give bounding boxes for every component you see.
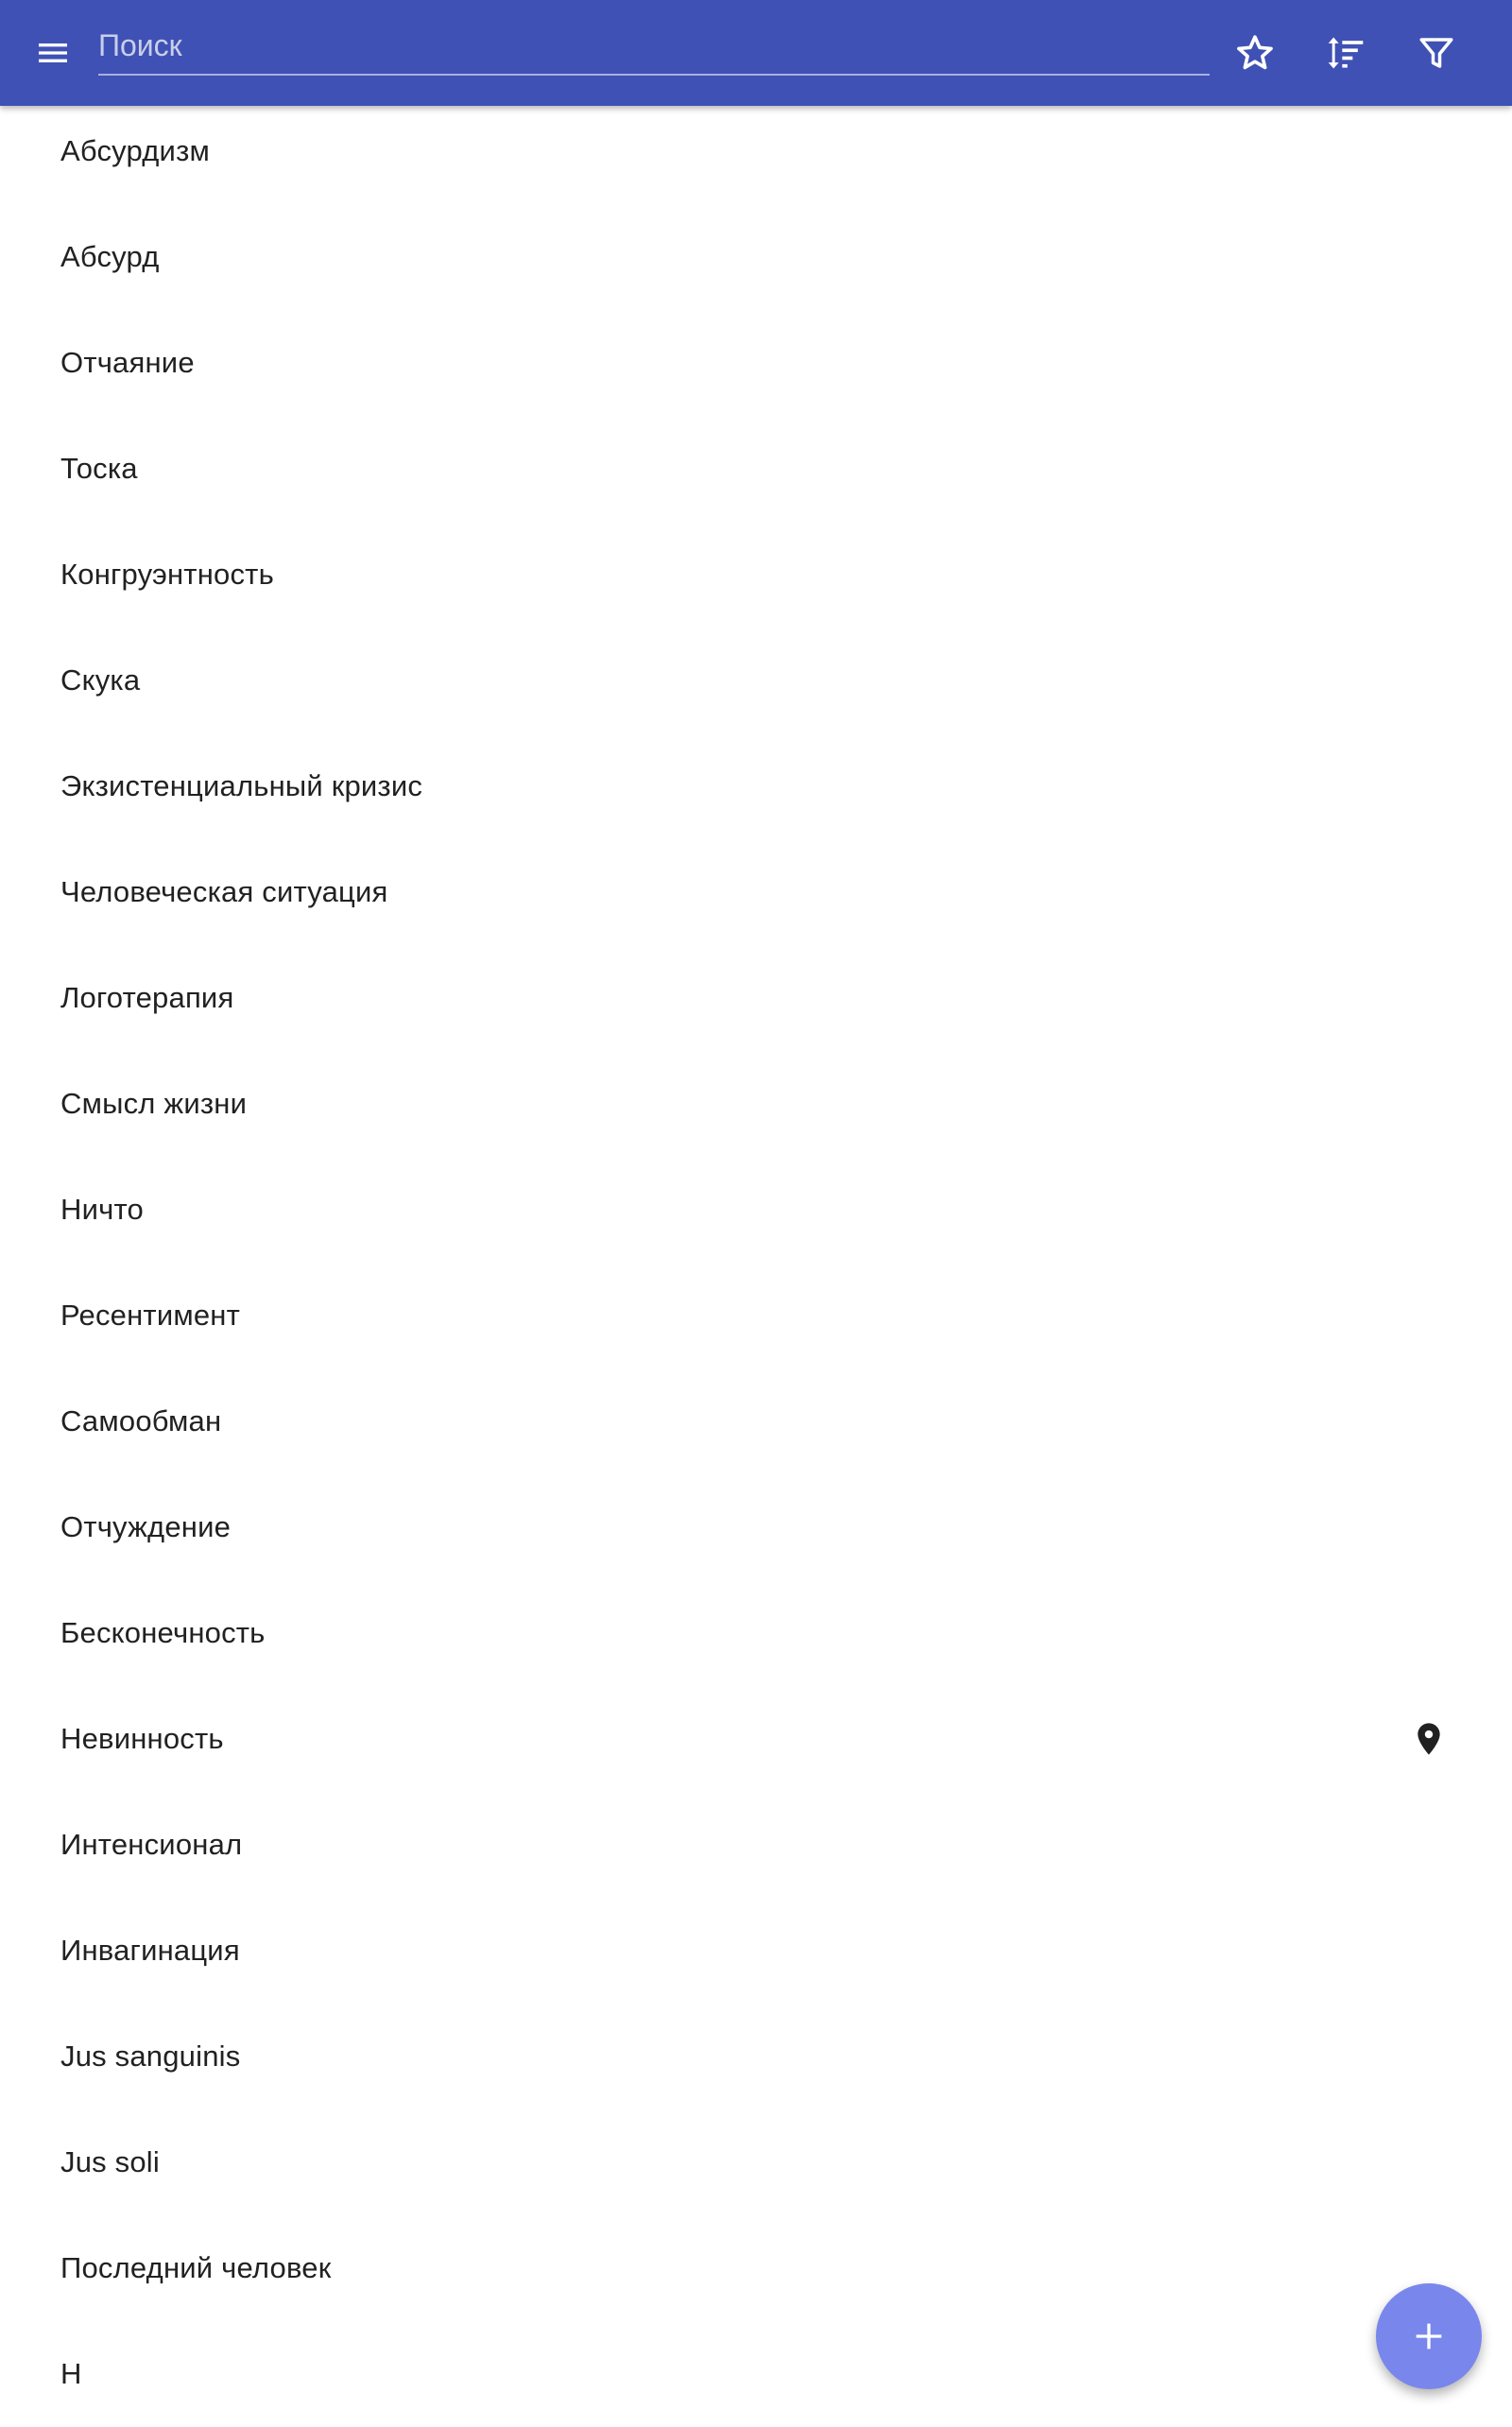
search-input[interactable] — [98, 19, 1210, 72]
list-item[interactable] — [0, 522, 1512, 628]
list-item[interactable] — [0, 2215, 1512, 2321]
list-item[interactable] — [0, 628, 1512, 733]
list-item[interactable] — [0, 1792, 1512, 1898]
add-icon — [1410, 2317, 1448, 2355]
list-item-label: Бесконечность — [60, 1616, 266, 1649]
favorites-button[interactable] — [1217, 15, 1293, 91]
term-list — [0, 98, 1512, 2427]
list-item[interactable] — [0, 1580, 1512, 1686]
list-item-label: Смысл жизни — [60, 1087, 248, 1120]
list-item[interactable] — [0, 1474, 1512, 1580]
list-item-label: Jus sanguinis — [60, 2040, 241, 2073]
list-item[interactable] — [0, 2004, 1512, 2109]
list-item[interactable] — [0, 416, 1512, 522]
list-item[interactable] — [0, 310, 1512, 416]
list-item[interactable] — [0, 2321, 1512, 2427]
list-item-label: Отчуждение — [60, 1510, 232, 1543]
list-item-label: Ничто — [60, 1193, 144, 1226]
list-item-label: Тоска — [60, 452, 138, 485]
list-item[interactable] — [0, 1686, 1512, 1792]
list-item-label: Инвагинация — [60, 1934, 240, 1967]
list-item[interactable] — [0, 98, 1512, 204]
filter-button[interactable] — [1399, 15, 1474, 91]
location-pin-icon — [1410, 1720, 1448, 1758]
list-item-label: Абсурд — [60, 240, 160, 273]
filter-icon — [1417, 33, 1456, 73]
list-item[interactable] — [0, 1263, 1512, 1368]
list-item[interactable] — [0, 1368, 1512, 1474]
list-item-label: Н — [60, 2357, 82, 2390]
list-item[interactable] — [0, 2109, 1512, 2215]
list-item-label: Экзистенциальный кризис — [60, 769, 423, 802]
list-item-label: Jus soli — [60, 2145, 160, 2178]
list-item[interactable] — [0, 839, 1512, 945]
list-item[interactable] — [0, 204, 1512, 310]
list-item-label: Человеческая ситуация — [60, 875, 388, 908]
top-app-bar — [0, 0, 1512, 106]
add-button[interactable] — [1376, 2283, 1482, 2389]
list-item-label: Логотерапия — [60, 981, 234, 1014]
list-item-label: Абсурдизм — [60, 134, 210, 167]
list-item-label: Последний человек — [60, 2251, 332, 2284]
list-item-label: Невинность — [60, 1722, 224, 1755]
menu-button[interactable] — [15, 15, 91, 91]
star-outline-icon — [1234, 32, 1276, 74]
list-item-label: Скука — [60, 663, 141, 697]
list-item[interactable] — [0, 1157, 1512, 1263]
list-item-label: Самообман — [60, 1404, 222, 1437]
list-item-label: Конгруэнтность — [60, 558, 274, 591]
menu-icon — [34, 34, 72, 72]
search-field — [98, 19, 1210, 76]
list-item[interactable] — [0, 1051, 1512, 1157]
list-item-label: Интенсионал — [60, 1828, 243, 1861]
list-item[interactable] — [0, 733, 1512, 839]
list-item[interactable] — [0, 945, 1512, 1051]
list-item-label: Ресентимент — [60, 1299, 241, 1332]
sort-button[interactable] — [1308, 15, 1383, 91]
list-item-label: Отчаяние — [60, 346, 195, 379]
sort-icon — [1325, 32, 1366, 74]
list-item[interactable] — [0, 1898, 1512, 2004]
